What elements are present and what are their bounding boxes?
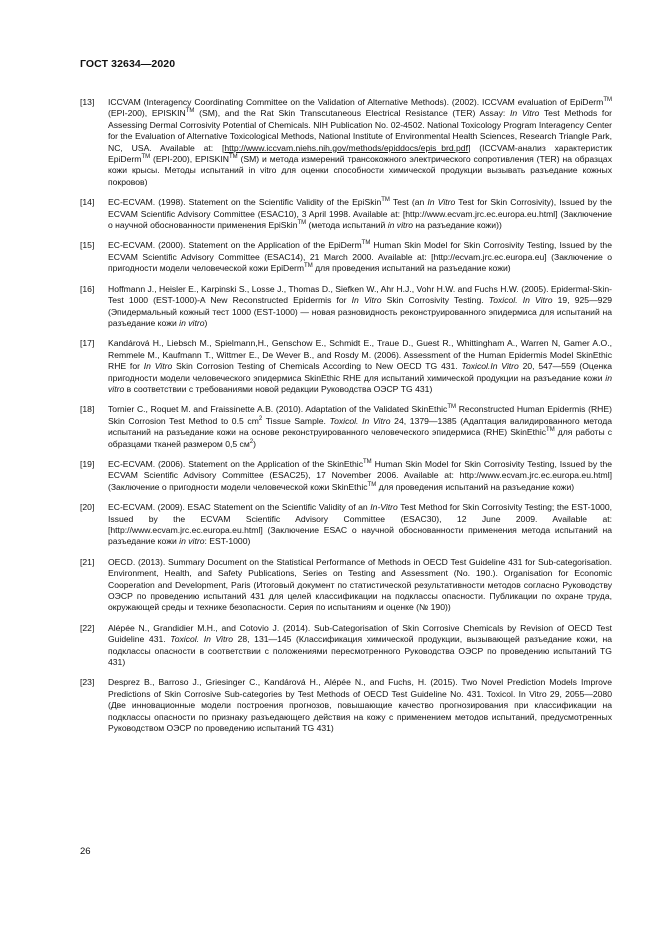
reference-text-segment: EC-ECVAM. (2000). Statement on the Application of the EpiDerm — [108, 240, 362, 251]
reference-text-segment: Test Method for Skin Corrosivity Testing; the EST-1000, Issued by the ECVAM Scientific Advisory Committee (ESAC30), 12 June 2009. Available at: [http://www.ecvam.jrc.ec.europa.eu.html] (Заключение ESAC о научной обоснованности применения метода испытаний на разъедание кожи — [108, 502, 612, 547]
reference-text-segment: : EST-1000) — [204, 536, 251, 547]
reference-text-segment: Human Skin Model for Skin Corrosivity Testing, Issued by the ECVAM Scientific Advisory Committee (ESAC14), 21 March 2000. Available at: [http://ecvam.jrc.ec.europa.eu] (Заключение о пригодности модели человеческой кожи EpiDerm — [108, 240, 612, 274]
reference-text-segment: In-Vitro — [370, 502, 398, 513]
reference-item — [80, 338, 612, 395]
reference-text-segment: Reconstructed Human Epidermis (RHE) Skin Corrosion Test Method to 0.5 cm — [108, 404, 612, 426]
reference-text-segment: ICCVAM (Interagency Coordinating Committee on the Validation of Alternative Methods). (2002). ICCVAM evaluation of EpiDerm — [108, 97, 604, 107]
reference-text-segment: TM — [361, 240, 371, 247]
reference-list — [80, 97, 612, 744]
reference-text-segment: 24, 1379—1385 (Адаптация валидированного метода испытаний на разъедание кожи на основе реконструированного человеческого эпидермиса (RHE) SkinEthic — [108, 415, 612, 438]
reference-text — [108, 404, 612, 450]
reference-text — [108, 197, 612, 231]
reference-number: [13] — [80, 97, 95, 107]
reference-text-segment: Test Methods for Assessing Dermal Corrosivity Potential of Chemicals. NIH Publication No. 02-4502. National Toxicology Program Interagency Center for the Evaluation of Alternative Toxicological Methods, National Institute of Environmental Health Sciences, Research Triangle Park, NC, USA. Available at: — [108, 108, 612, 153]
page-number: 26 — [80, 846, 91, 857]
reference-text-segment: TM — [304, 263, 313, 270]
reference-text-segment: TM — [141, 154, 151, 161]
reference-number: [14] — [80, 197, 95, 208]
reference-text-segment: ) — [204, 317, 208, 328]
reference-text-segment: In Vitro — [427, 197, 456, 208]
reference-text-segment: EC-ECVAM. (2009). ESAC Statement on the Scientific Validity of an — [108, 502, 371, 513]
reference-number: [17] — [80, 338, 95, 349]
reference-item — [80, 97, 612, 188]
reference-text — [108, 97, 612, 188]
reference-text-segment: in vitro — [179, 317, 205, 328]
reference-text-segment: EC-ECVAM. (2006). Statement on the Application of the SkinEthic — [108, 458, 364, 469]
reference-text — [108, 284, 612, 330]
reference-text-segment: Tornier C., Roquet M. and Fraissinette A.B. (2010). Adaptation of the Validated SkinEthic — [108, 404, 448, 415]
reference-text-segment: 19, 925—929 (Эпидермальный кожный тест 1000 (EST-1000) — новая разновидность реконструированного эпидермиса для испытаний на разъедание кожи — [108, 295, 612, 328]
reference-text-segment: TM — [363, 459, 372, 466]
reference-text-segment: (EPI-200), EPISKIN — [108, 108, 186, 119]
reference-text-segment: Alépée N., Grandidier M.H., and Cotovio J. (2014). Sub-Categorisation of Skin Corrosive Chemicals by Revision of OECD Test Guideline 431. — [108, 622, 612, 645]
reference-text-segment: TM — [546, 427, 555, 434]
document-header: ГОСТ 32634—2020 — [80, 58, 176, 70]
reference-number: [16] — [80, 283, 95, 294]
reference-text-segment: TM — [603, 97, 612, 104]
reference-text-segment: In Vitro — [509, 108, 540, 119]
reference-item — [80, 557, 612, 614]
reference-link[interactable]: [http://www.iccvam.niehs.nih.gov/methods/epiddocs/epis_brd.pdf] — [221, 142, 471, 153]
reference-text-segment: Skin Corrosivity Testing. — [381, 295, 489, 306]
reference-text-segment: 20, 547—559 (Оценка пригодности модели человеческого эпидермиса SkinEthic RHE для испытаний химической продукции на разъедание кожи — [108, 361, 613, 383]
reference-text-segment: Toxicol. In Vitro — [170, 634, 233, 645]
reference-text-segment: (SM), and the Rat Skin Transcutaneous Electrical Resistance (TER) Assay: — [194, 108, 510, 119]
reference-text-segment: Desprez B., Barroso J., Griesinger C., Kandárová H., Alépée N., and Fuchs, H. (2015). Two Novel Prediction Models Improve Predictions of Skin Corrosive Sub-categories by Test Methods of OECD Test Guideline No. 431. Toxicol. In Vitro 29, 2055—2080 (Две инновационные модели построения прогнозов, повышающие качество прогнозирования при классификации на подклассы опасности по признаку разъедающего действия на кожу с применением методов испытаний, предусмотренных Руководством ОЭСР по проведению испытаний TG 431) — [108, 677, 612, 734]
reference-text-segment: 2 — [258, 415, 263, 422]
reference-number: [18] — [80, 404, 95, 415]
reference-text-segment: Toxicol. In Vitro — [329, 415, 391, 426]
reference-item — [80, 459, 612, 493]
reference-text-segment: OECD. (2013). Summary Document on the Statistical Performance of Methods in OECD Test Guideline 431 for Sub-categorisation. Environment, Health, and Safety Publications, Series on Testing and Assessment (No. 190.). Organisation for Economic Cooperation and Development, Paris (Итоговый документ по статистической результативности методов согласно Руководству ОЭСР по проведению испытаний 431 для целей классификации на подклассы опасности. Публикации по охране труда, окружающей среды и технике безопасности. Серия по испытаниям и оценке (№ 190)) — [108, 556, 612, 613]
reference-text — [108, 677, 612, 734]
reference-text-segment: Tissue Sample. — [262, 415, 330, 426]
reference-text-segment: TM — [185, 108, 195, 115]
reference-number: [20] — [80, 502, 95, 513]
reference-number: [19] — [80, 458, 95, 469]
reference-text-segment: in vitro — [387, 220, 414, 231]
reference-text-segment: Skin Corrosion Testing of Chemicals According to New OECD TG 431. — [172, 361, 462, 372]
reference-text-segment: на разъедание кожи)) — [413, 220, 502, 231]
reference-text-segment: Toxicol. In Vitro — [488, 295, 553, 306]
reference-text-segment: (ICCVAM-анализ характеристик EpiDerm — [108, 142, 612, 165]
reference-text-segment: in vitro — [179, 536, 205, 547]
reference-text-segment: TM — [381, 197, 390, 204]
reference-text — [108, 240, 612, 274]
reference-text-segment: Toxicol.In Vitro — [461, 361, 519, 372]
reference-text-segment: Test (an — [389, 197, 428, 208]
reference-text-segment: для работы с образцами тканей размером 0,5 см — [108, 427, 613, 449]
reference-text-segment: In Vitro — [143, 361, 173, 372]
reference-text-segment: в соответствии с требованиями новой редакции Руководства ОЭСР TG 431) — [124, 383, 433, 394]
reference-text-segment: EC-ECVAM. (1998). Statement on the Scientific Validity of the EpiSkin — [108, 197, 382, 208]
reference-item — [80, 284, 612, 330]
reference-text-segment: TM — [367, 481, 377, 488]
reference-number: [22] — [80, 622, 95, 633]
reference-text-segment: Kandárová H., Liebsch M., Spielmann,H., Genschow E., Schmidt E., Traue D., Guest R., Whittingham A., Warren N, Gamer A.O., Remmele M., Kaufmann T., Wittmer E., De Wever B., and Rosdy M. (2006). Assessment of the Human Epidermis Model SkinEthic RHE for — [108, 338, 612, 372]
reference-text-segment: TM — [447, 404, 457, 411]
reference-text-segment: для проведения испытаний на разъедание кожи) — [312, 263, 511, 274]
reference-text-segment: (EPI-200), EPISKIN — [150, 154, 229, 165]
reference-item — [80, 623, 612, 669]
reference-text-segment: TM — [297, 220, 307, 227]
reference-text-segment: 2 — [249, 438, 254, 445]
reference-text — [108, 338, 612, 395]
reference-text — [108, 502, 612, 548]
reference-item — [80, 502, 612, 548]
reference-text-segment: TM — [228, 154, 238, 161]
reference-text-segment: Hoffmann J., Heisler E., Karpinski S., Losse J., Thomas D., Siefken W., Ahr H.J., Vohr H.W. and Fuchs H.W. (2005). Epidermal-Skin-Test 1000 (EST-1000)-A New Reconstructed Epidermis for — [108, 283, 612, 306]
reference-number: [23] — [80, 677, 95, 688]
reference-item — [80, 197, 612, 231]
reference-text-segment: ) — [253, 438, 256, 449]
reference-number: [21] — [80, 556, 95, 567]
reference-text-segment: Human Skin Model for Skin Corrosivity Testing, Issued by the ECVAM Scientific Advisory Committee (ESAC25), 17 November 2006. Available at: http://www.ecvam.jrc.ec.europa.eu.html] (Заключение о пригодности модели человеческой кожи SkinEthic — [108, 458, 613, 492]
reference-text-segment: (SM) и метода измерений трансокожного электрического сопротивления (TER) на образцах кожи крысы. Методы испытаний in vitro для оценки способности химической продукции вызывать разъедание кожных покровов) — [108, 154, 612, 187]
reference-number: [15] — [80, 240, 95, 251]
reference-text — [108, 557, 612, 614]
reference-text-segment: In Vitro — [351, 295, 382, 306]
reference-item — [80, 404, 612, 450]
reference-text — [108, 459, 612, 493]
reference-text-segment: Test for Skin Corrosivity), Issued by the ECVAM Scientific Advisory Committee (ESAC10), 3 April 1998. Available at: [http://www.ecvam.jrc.ec.europa.eu.html] (Заключение о научной обоснованности применения EpiSkin — [108, 197, 612, 231]
reference-text — [108, 623, 612, 669]
reference-item — [80, 240, 612, 274]
reference-text-segment: in vitro — [108, 372, 612, 394]
reference-text-segment: 28, 131—145 (Классификация химической продукции, вызывающей разъедание кожи, на подклассы опасности в соответствии с положениями пересмотренного Руководства ОЭСР по проведению испытаний TG 431) — [108, 634, 612, 668]
reference-text-segment: для проведения испытаний на разъедание кожи) — [376, 481, 575, 492]
reference-text-segment: (метода испытаний — [306, 220, 388, 231]
reference-item — [80, 677, 612, 734]
